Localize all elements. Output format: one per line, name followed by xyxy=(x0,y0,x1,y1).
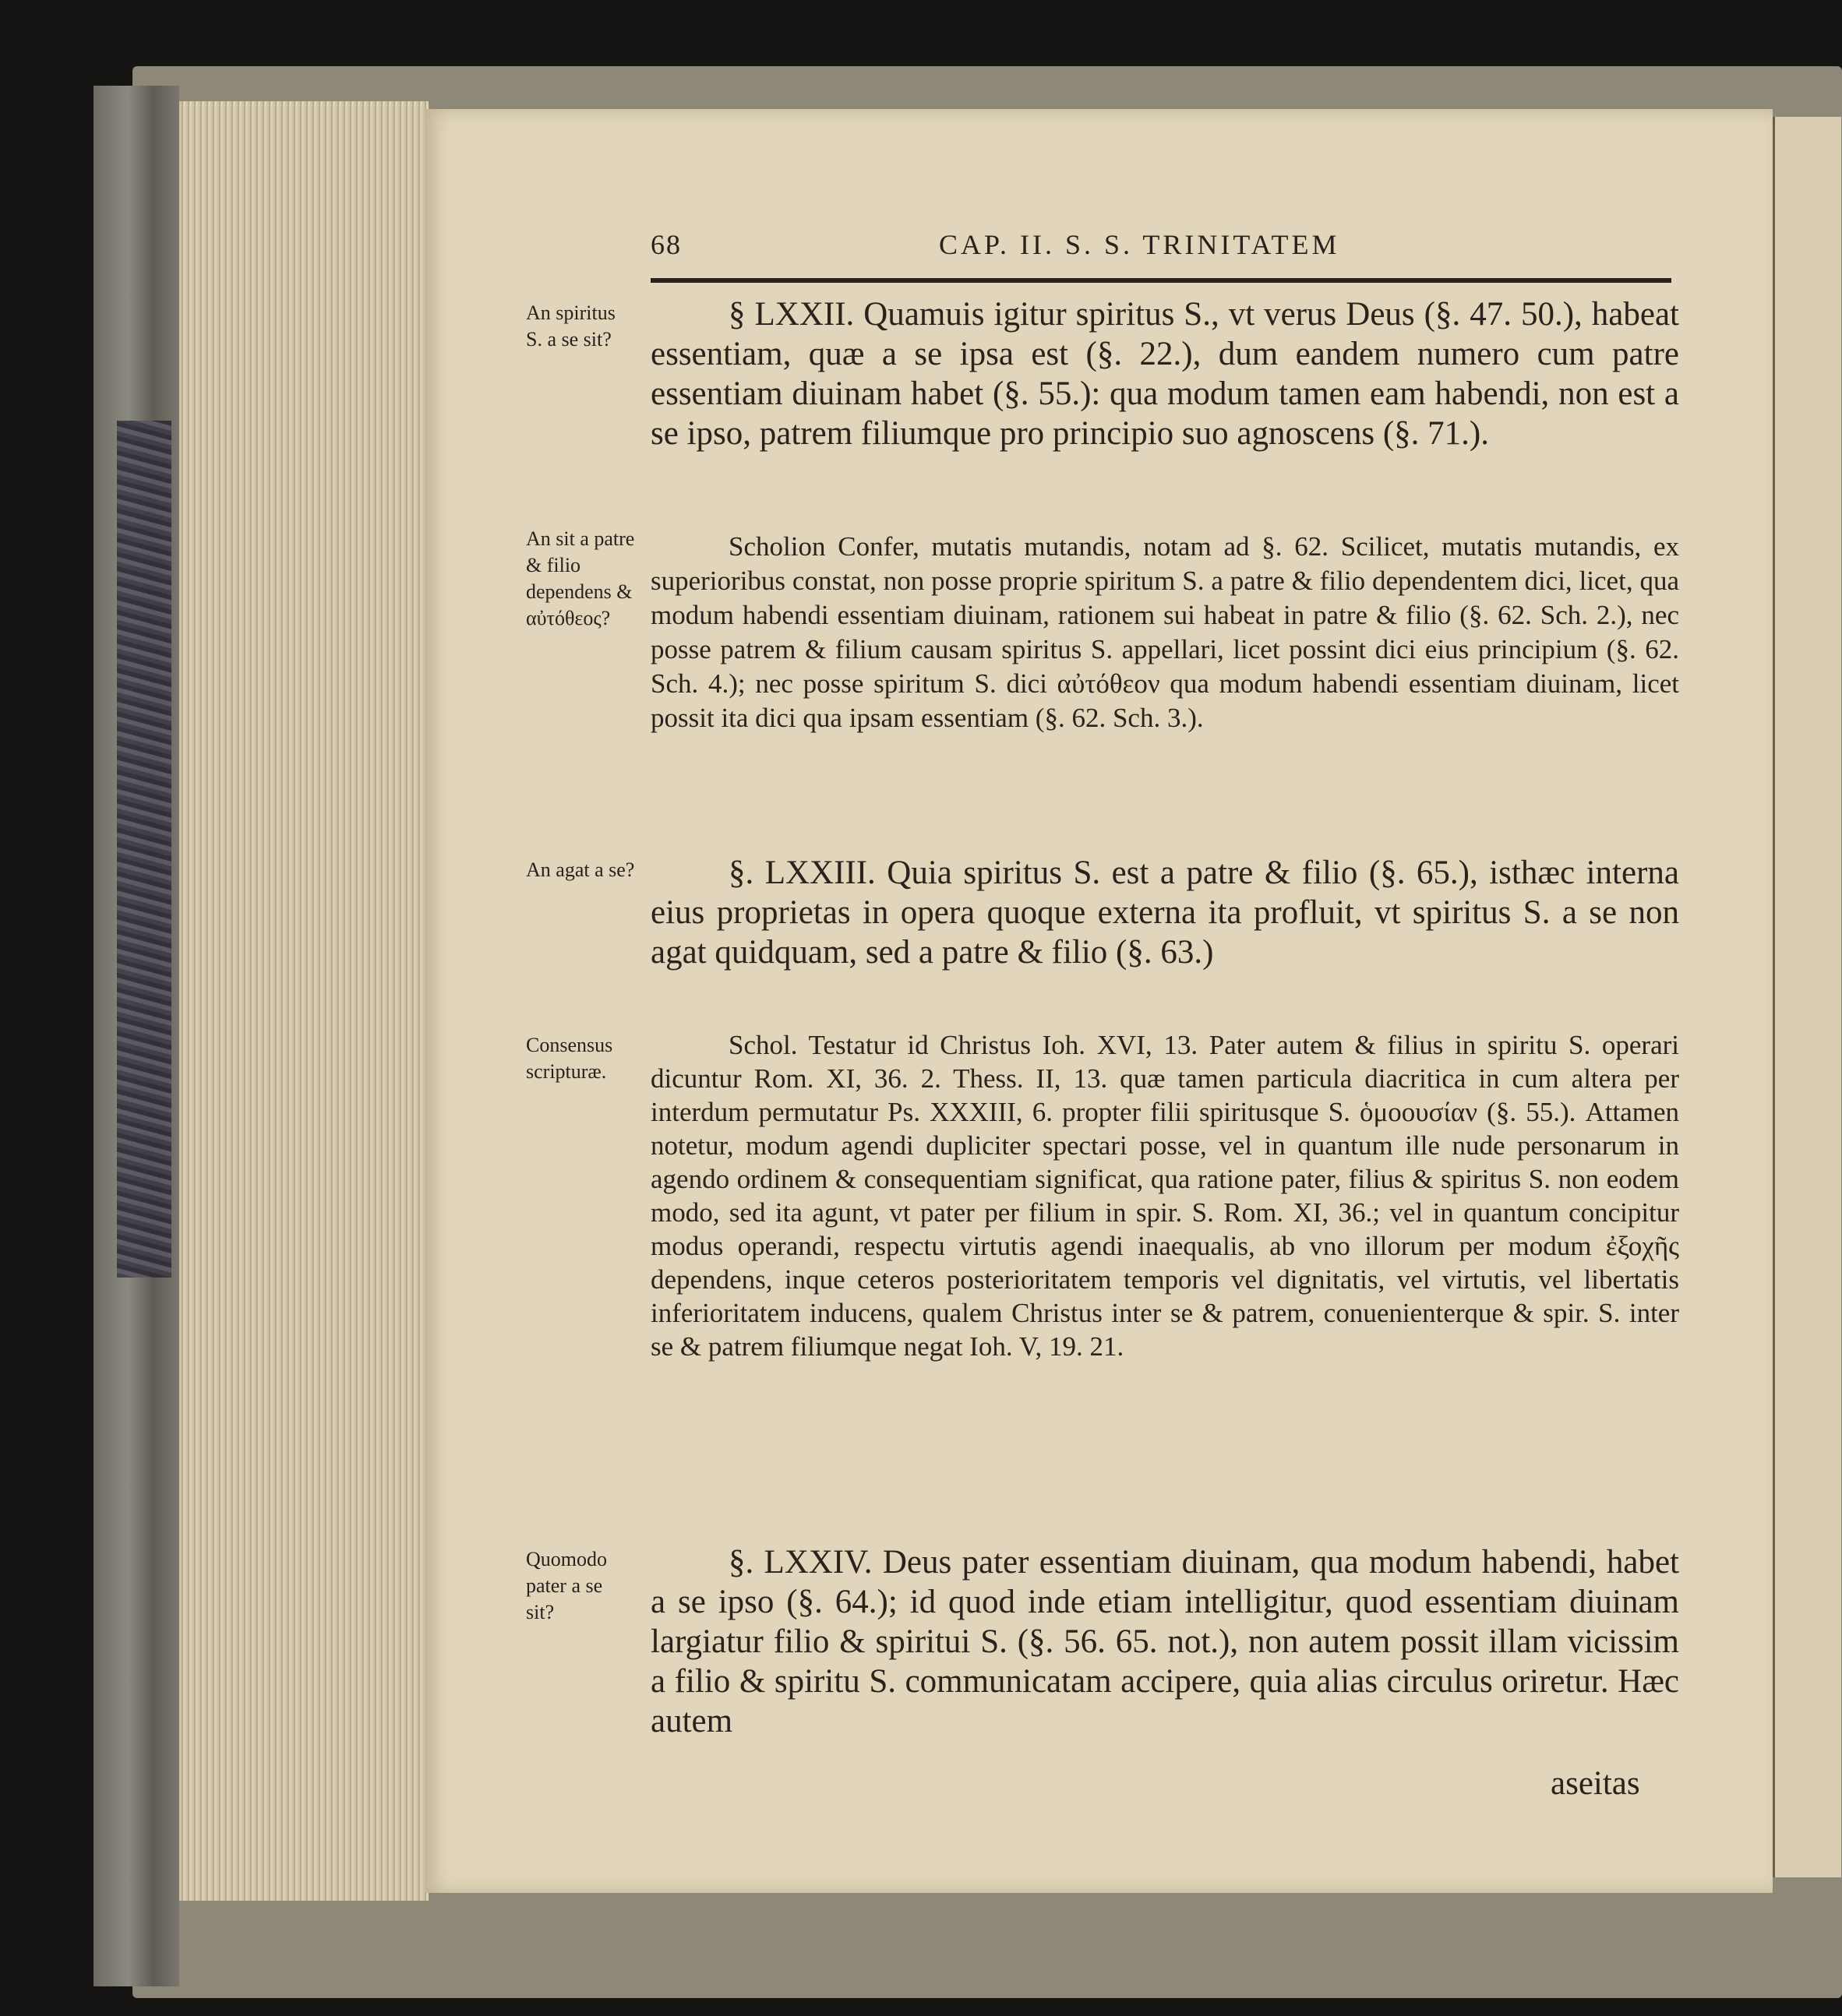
scholion-73: Schol. Testatur id Christus Ioh. XVI, 13. Pater autem & filius in spiritu S. operari dicuntur Rom. XI, 36. 2. Thess. II, 13. quæ tamen particula diacritica in cum altera per interdum permutatur Ps. XXXIII, 6. propter filii spiritusque S. ὁμοουσίαν (§. 55.). Attamen notetur, modum agendi dupliciter spectari posse, vel in quantum ille nude personarum in agendo ordinem & consequentiam significat, qua ratione pater, filius & spiritus S. non eodem modo, sed ita agunt, vt pater per filium in spir. S. Rom. XI, 36.; vel in quantum concipitur modus operandi, respectu virtutis agendi inaequalis, ab vno illorum per modum ἐξοχῆς dependens, inque ceteros posterioritatem temporis vel dignitatis, vel virtutis, vel libertatis inferioritatem inducens, qualem Christus inter se & patrem, conuenienterque & spir. S. inter se & patrem filiumque negat Ioh. V, 19. 21. xyxy=(651,1030,1679,1362)
paragraph-72: § LXXII. Quamuis igitur spiritus S., vt verus Deus (§. 47. 50.), habeat essentiam, quæ a se ipsa est (§. 22.), dum eandem numero cum patre essentiam diuinam habet (§. 55.): qua modum tamen eam habendi, non est a se ipso, patrem filiumque pro principio suo agnoscens (§. 71.). xyxy=(651,296,1679,452)
header-rule xyxy=(651,278,1671,283)
catchword: aseitas xyxy=(1551,1765,1640,1802)
margin-note-3: An agat a se? xyxy=(526,858,635,881)
margin-note-5: Quomodo pater a se sit? xyxy=(526,1548,607,1623)
paragraph-74: §. LXXIV. Deus pater essentiam diuinam, qua modum habendi, habet a se ipso (§. 64.); id quod inde etiam intelligitur, quod essentiam diuinam largiatur filio & spiritui S. (§. 56. 65. not.), non autem possit illam vicissim a filio & spiritu S. communicatam accipere, quia alias circulus oriretur. Hæc autem xyxy=(651,1544,1679,1739)
margin-note-2: An sit a patre & filio dependens & αὐτόθεος? xyxy=(526,527,635,629)
paragraph-73: §. LXXIII. Quia spiritus S. est a patre & filio (§. 65.), isthæc interna eius proprietas in opera quoque externa ita profluit, vt spiritus S. a se non agat quidquam, sed a patre & filio (§. 63.) xyxy=(651,855,1679,971)
page-edges xyxy=(179,101,429,1901)
facing-page-edge xyxy=(1773,117,1841,1877)
margin-note-1: An spiritus S. a se sit? xyxy=(526,301,616,351)
scholion-72: Scholion Confer, mutatis mutandis, notam ad §. 62. Scilicet, mutatis mutandis, ex superioribus constat, non posse proprie spiritum S. a patre & filio dependentem dici, licet, qua modum habendi essentiam diuinam, rationem sui habeat in patre & filio (§. 62. Sch. 2.), nec posse patrem & filium causam spiritus S. appellari, licet possint dici eius principium (§. 62. Sch. 4.); nec posse spiritum S. dici αὐτόθεον qua modum habendi essentiam diuinam, licet possit ita dici qua ipsam essentiam (§. 62. Sch. 3.). xyxy=(651,531,1679,733)
running-title: CAP. II. S. S. TRINITATEM xyxy=(939,229,1340,260)
margin-note-4: Consensus scripturæ. xyxy=(526,1034,613,1083)
marbled-spine-leather xyxy=(117,421,171,1278)
running-header xyxy=(651,228,1671,267)
page-number: 68 xyxy=(651,229,682,260)
